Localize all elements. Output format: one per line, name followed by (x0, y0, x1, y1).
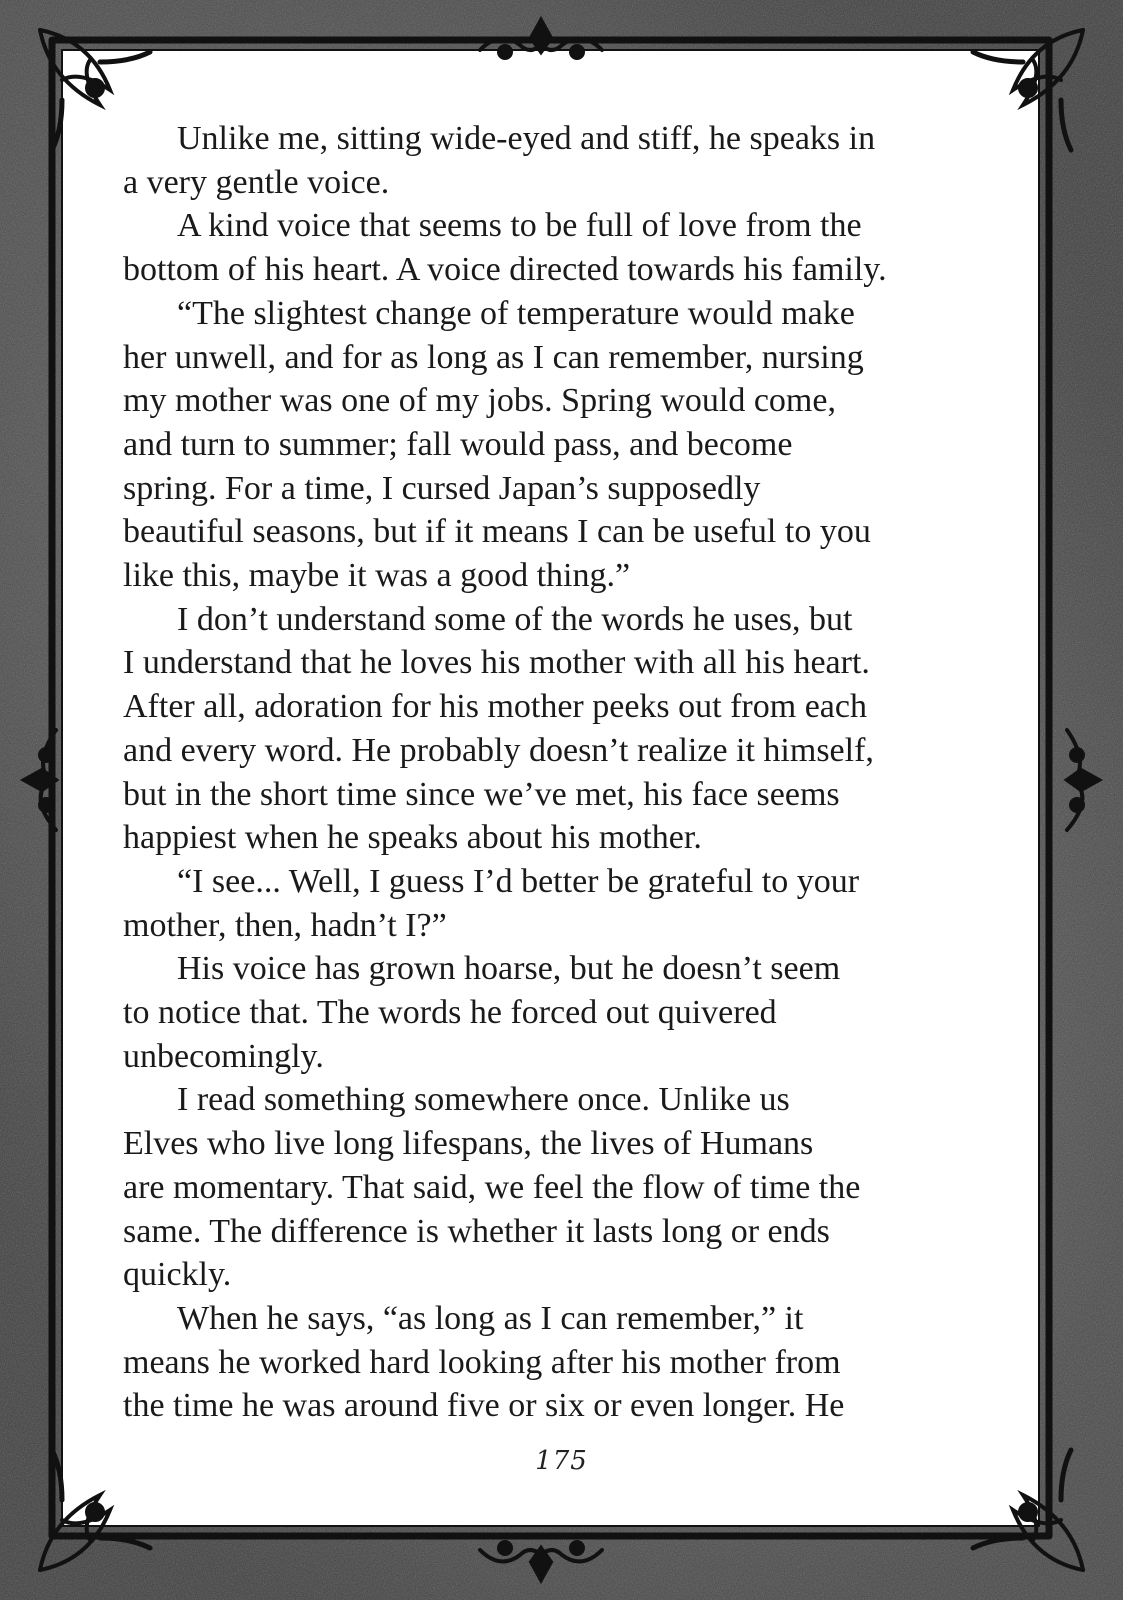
text-line: my mother was one of my jobs. Spring would come, (123, 382, 836, 420)
text-line: His voice has grown hoarse, but he doesn’t seem (177, 950, 841, 988)
text-line: When he says, “as long as I can remember,” it (177, 1299, 804, 1337)
text-line: quickly. (123, 1256, 232, 1294)
text-line: but in the short time since we’ve met, his face seems (123, 775, 840, 813)
text-line: to notice that. The words he forced out quivered (123, 994, 777, 1032)
text-line: Elves who live long lifespans, the lives of Humans (123, 1125, 814, 1163)
text-line: a very gentle voice. (123, 163, 390, 201)
text-line: means he worked hard looking after his mother from (123, 1343, 841, 1381)
text-line: and turn to summer; fall would pass, and become (123, 425, 793, 463)
text-line: unbecomingly. (123, 1037, 324, 1075)
text-line: beautiful seasons, but if it means I can be useful to you (123, 513, 871, 551)
text-line: After all, adoration for his mother peeks out from each (123, 688, 867, 726)
text-line: “The slightest change of temperature would make (177, 294, 855, 332)
text-line: like this, maybe it was a good thing.” (123, 557, 631, 595)
corner-ornament-top-right (973, 30, 1083, 150)
text-line: the time he was around five or six or even longer. He (123, 1387, 845, 1425)
text-line: I read something somewhere once. Unlike us (177, 1081, 790, 1119)
text-line: I understand that he loves his mother with all his heart. (123, 644, 870, 682)
right-middle-ornament (1067, 730, 1099, 830)
text-line: bottom of his heart. A voice directed towards his family. (123, 251, 887, 289)
text-line: and every word. He probably doesn’t realize it himself, (123, 731, 874, 769)
text-line: happiest when he speaks about his mother. (123, 819, 702, 857)
text-line: same. The difference is whether it lasts long or ends (123, 1212, 830, 1250)
text-line: mother, then, hadn’t I?” (123, 906, 447, 944)
text-line: her unwell, and for as long as I can remember, nursing (123, 338, 864, 376)
text-line: A kind voice that seems to be full of love from the (177, 207, 862, 245)
bottom-center-ornament (480, 1542, 602, 1580)
page-number: 175 (535, 1446, 588, 1476)
text-line: spring. For a time, I cursed Japan’s supposedly (123, 469, 761, 507)
body-text (123, 117, 983, 1428)
text-line: are momentary. That said, we feel the flow of time the (123, 1168, 861, 1206)
text-line: I don’t understand some of the words he uses, but (177, 600, 853, 638)
text-line: “I see... Well, I guess I’d better be grateful to your (177, 862, 860, 900)
top-center-ornament (480, 20, 602, 58)
text-line: Unlike me, sitting wide-eyed and stiff, he speaks in (177, 120, 876, 157)
